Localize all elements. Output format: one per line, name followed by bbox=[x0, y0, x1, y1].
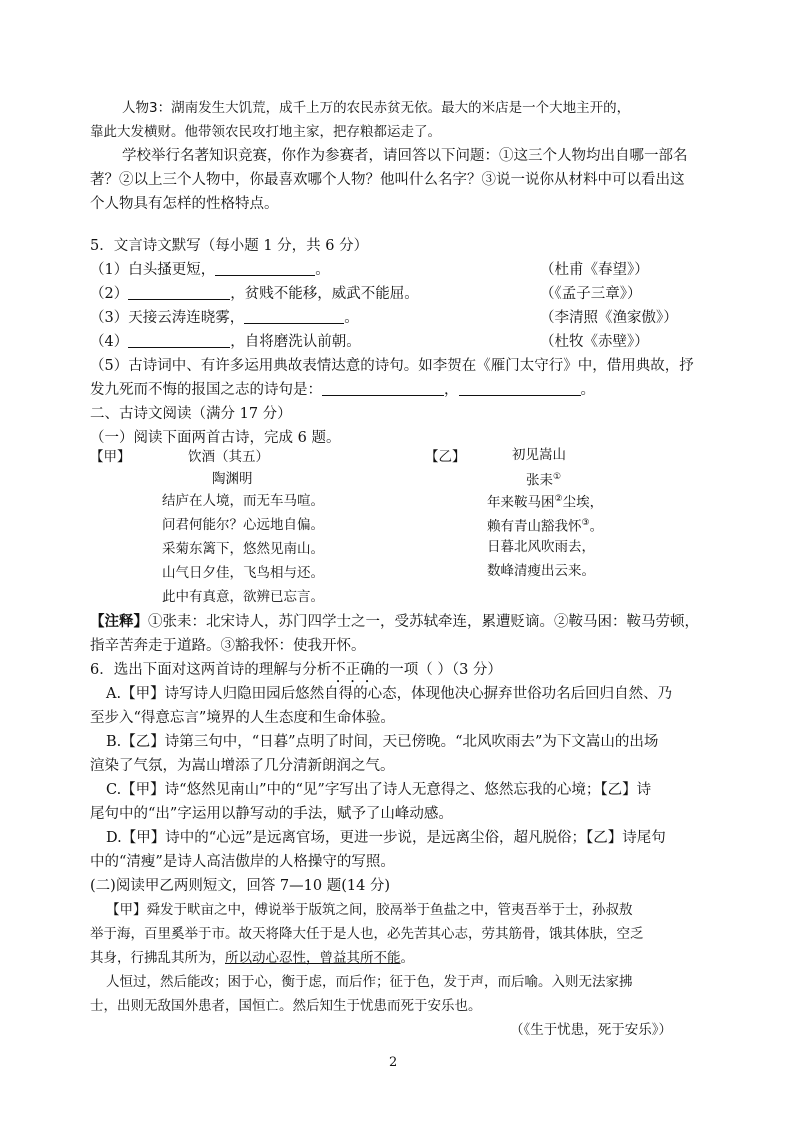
poem-yi-text: 尘埃， bbox=[562, 494, 604, 511]
q5-title: 5．文言诗文默写（每小题 1 分，共 6 分） bbox=[90, 238, 369, 254]
q6-stem-key: 不正确 bbox=[331, 662, 375, 678]
q5-item-after: ，自将磨洗认前朝。 bbox=[230, 334, 361, 350]
footnote-marker: ③ bbox=[581, 518, 590, 528]
question-line2: 著？②以上三个人物中，你最喜欢哪个人物？他叫什么名字？③说一说你从材料中可以看出这 bbox=[90, 172, 685, 188]
poem-jia-title: 饮酒（其五） bbox=[188, 449, 269, 465]
q5-item-before: 天接云涛连晓雾， bbox=[128, 310, 245, 326]
q5-item-num: （2） bbox=[90, 286, 129, 302]
poem-yi-line1 bbox=[487, 488, 603, 514]
part2b-title: (二)阅读甲乙两则短文，回答 7—10 题(14 分) bbox=[90, 878, 391, 894]
poem-yi-text: 年来鞍马困 bbox=[487, 494, 555, 511]
poem-jia-author: 陶渊明 bbox=[212, 471, 253, 487]
passage-source: （《生于忧患，死于安乐》） bbox=[510, 1022, 672, 1038]
passage-jia-line5: 士，出则无敌国外患者，国恒亡。然后知生于忧患而死于安乐也。 bbox=[90, 998, 482, 1014]
footnote-marker: ② bbox=[554, 494, 563, 504]
person3-line2: 靠此大发横财。他带领农民攻打地主家，把存粮都运走了。 bbox=[90, 124, 441, 140]
q5-item-2 bbox=[90, 284, 419, 304]
poem-yi-author: 张耒 bbox=[526, 472, 553, 489]
q5-item-5-line2 bbox=[90, 380, 595, 400]
q5-source-4: （杜牧《赤壁》） bbox=[540, 334, 649, 350]
question-line3: 个人物具有怎样的性格特点。 bbox=[90, 196, 279, 212]
q6-option-d-line2: 中的“清瘦”是诗人高洁傲岸的人格操守的写照。 bbox=[90, 854, 395, 870]
q6-stem-post: 的一项（ ）（3 分） bbox=[374, 662, 502, 678]
poem-yi-text: 赖有青山豁我怀 bbox=[487, 518, 582, 535]
poem-jia-tag: 【甲】 bbox=[90, 449, 131, 465]
poem-yi-line2 bbox=[487, 512, 603, 538]
poem-yi-line4: 数峰清瘦出云来。 bbox=[487, 563, 595, 579]
q5-item-num: （1） bbox=[90, 262, 129, 278]
answer-blank[interactable] bbox=[459, 381, 581, 396]
footnote-marker: ① bbox=[553, 472, 562, 482]
poem-yi-title: 初见嵩山 bbox=[512, 447, 566, 463]
answer-blank[interactable] bbox=[128, 333, 230, 348]
q5-item-3 bbox=[90, 308, 359, 328]
poem-jia-line: 问君何能尔？心远地自偏。 bbox=[162, 517, 324, 533]
q5-item-after: 。 bbox=[344, 310, 359, 326]
q5-item-before: 白头搔更短， bbox=[128, 262, 216, 278]
passage-jia-line4: 人恒过，然后能改；困于心，衡于虑，而后作；征于色，发于声，而后喻。入则无法家拂 bbox=[106, 974, 633, 990]
q5-source-1: （杜甫《春望》） bbox=[540, 262, 649, 278]
poem-jia-line: 结庐在人境，而无车马喧。 bbox=[162, 493, 324, 509]
person3-line1: 人物3：湖南发生大饥荒，成千上万的农民赤贫无依。最大的米店是一个大地主开的， bbox=[122, 100, 631, 116]
q5-item5-prefix: 发九死而不悔的报国之志的诗句是： bbox=[90, 382, 322, 398]
poem-jia-line: 山气日夕佳，飞鸟相与还。 bbox=[162, 565, 324, 581]
q5-source-3: （李清照《渔家傲》） bbox=[540, 310, 678, 326]
q5-item5-end: 。 bbox=[580, 382, 595, 398]
passage-text: 。 bbox=[400, 950, 414, 966]
notes-label: 【注释】 bbox=[90, 613, 148, 630]
q5-item-4 bbox=[90, 332, 361, 352]
passage-text: 其身，行拂乱其所为， bbox=[90, 950, 225, 966]
q5-item-5-line1: （5）古诗词中、有许多运用典故表情达意的诗句。如李贺在《雁门太守行》中，借用典故，抒 bbox=[90, 358, 694, 374]
answer-blank[interactable] bbox=[215, 261, 315, 276]
poem-yi-text: 。 bbox=[589, 518, 604, 535]
notes-text: ①张耒：北宋诗人，苏门四学士之一，受苏轼牵连，累遭贬谪。②鞍马困：鞍马劳顿， bbox=[148, 614, 699, 630]
notes-line2: 指辛苦奔走于道路。③豁我怀：使我开怀。 bbox=[90, 638, 366, 654]
q6-stem bbox=[90, 660, 502, 686]
q6-option-b-line2: 渲染了气氛，为嵩山增添了几分清新朗润之气。 bbox=[90, 758, 395, 774]
q5-item-num: （3） bbox=[90, 310, 129, 326]
q6-option-a-line1[interactable]: A.【甲】诗写诗人归隐田园后悠然自得的心态，体现他决心摒弃世俗功名后回归自然、乃 bbox=[106, 686, 673, 702]
q6-option-c-line1[interactable]: C.【甲】诗“悠然见南山”中的“见”字写出了诗人无意得之、悠然忘我的心境；【乙】诗 bbox=[106, 782, 652, 798]
poem-jia-line: 此中有真意，欲辨已忘言。 bbox=[162, 589, 324, 605]
page-number: 2 bbox=[389, 1055, 398, 1070]
notes-line1 bbox=[90, 612, 699, 632]
q6-option-d-line1[interactable]: D.【甲】诗中的“心远”是远离官场，更进一步说，是远离尘俗，超凡脱俗；【乙】诗尾句 bbox=[106, 830, 666, 846]
q6-option-b-line1[interactable]: B.【乙】诗第三句中，“日暮”点明了时间，天已傍晚。“北风吹雨去”为下文嵩山的出场 bbox=[106, 734, 659, 750]
q5-source-2: （《孟子三章》） bbox=[540, 286, 642, 302]
q6-option-c-line2: 尾句中的“出”字运用以静写动的手法，赋予了山峰动感。 bbox=[90, 806, 453, 822]
poem-yi-line3: 日暮北风吹雨去， bbox=[487, 539, 595, 555]
q6-option-a-line2: 至步入“得意忘言”境界的人生态度和生命体验。 bbox=[90, 710, 395, 726]
passage-jia-line3 bbox=[90, 948, 414, 968]
q6-stem-pre: 6．选出下面对这两首诗的理解与分析 bbox=[90, 662, 332, 678]
poem-yi-tag: 【乙】 bbox=[425, 449, 466, 465]
question-line1: 学校举行名著知识竞赛，你作为参赛者，请回答以下问题：①这三个人物均出自哪一部名 bbox=[122, 148, 688, 164]
answer-blank[interactable] bbox=[128, 285, 230, 300]
q5-item-1 bbox=[90, 260, 330, 280]
answer-blank[interactable] bbox=[322, 381, 444, 396]
part2-sub1: （一）阅读下面两首古诗，完成 6 题。 bbox=[90, 430, 341, 446]
poem-jia-line: 采菊东篱下，悠然见南山。 bbox=[162, 541, 324, 557]
answer-blank[interactable] bbox=[244, 309, 344, 324]
q5-item5-comma: ， bbox=[444, 382, 459, 398]
q5-item-after: ，贫贱不能移，威武不能屈。 bbox=[230, 286, 419, 302]
q5-item-after: 。 bbox=[315, 262, 330, 278]
underlined-sentence: 所以动心忍性，曾益其所不能 bbox=[225, 950, 401, 966]
q5-item-num: （4） bbox=[90, 334, 129, 350]
part2-title: 二、古诗文阅读（满分 17 分） bbox=[90, 406, 292, 422]
passage-jia-line2: 举于海，百里奚举于市。故天将降大任于是人也，必先苦其心志，劳其筋骨，饿其体肤，空乏 bbox=[90, 926, 644, 942]
passage-jia-line1: 【甲】舜发于畎亩之中，傅说举于版筑之间，胶鬲举于鱼盐之中，管夷吾举于士，孙叔敖 bbox=[106, 902, 633, 918]
